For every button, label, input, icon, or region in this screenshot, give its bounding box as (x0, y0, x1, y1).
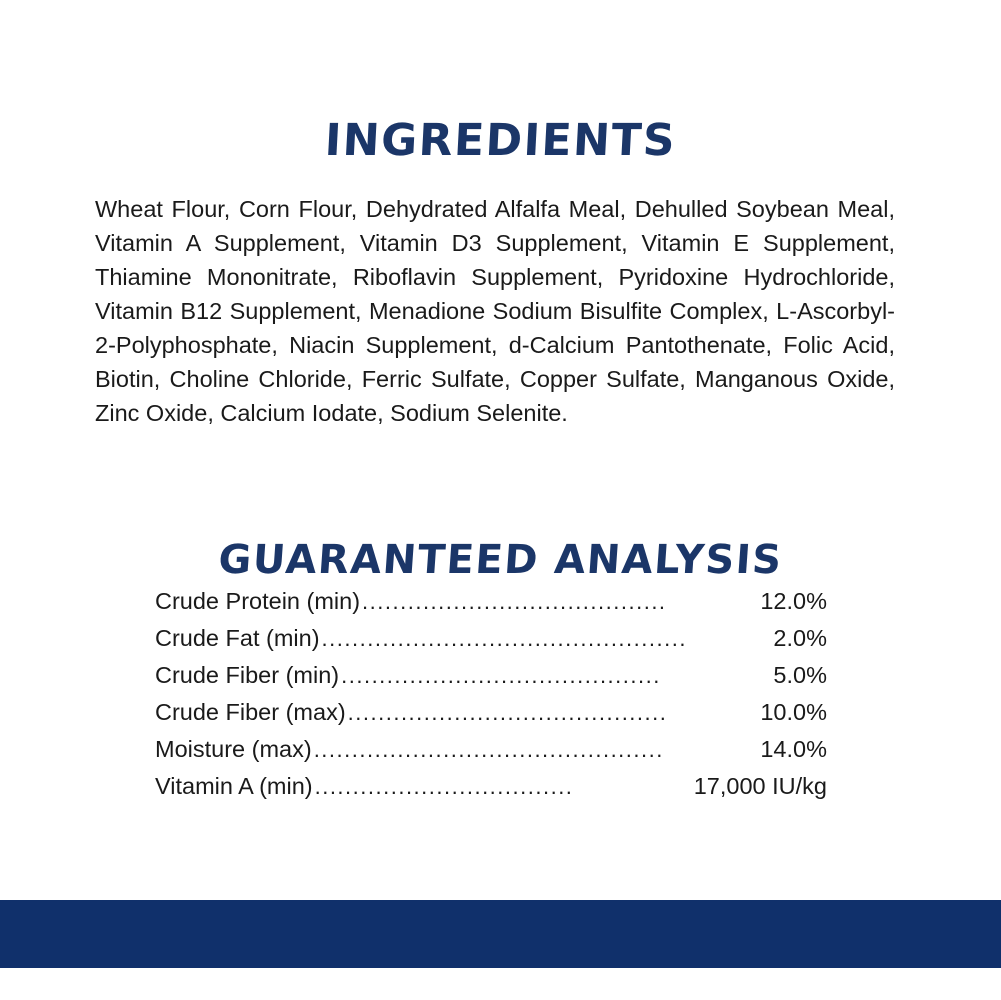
table-row (155, 620, 827, 657)
table-row (155, 657, 827, 694)
ingredients-heading: INGREDIENTS (323, 115, 678, 167)
analysis-label: Moisture (max) (155, 736, 312, 762)
analysis-value: 17,000 IU/kg (693, 773, 827, 799)
analysis-leader-dots: .............................................. (313, 737, 664, 762)
analysis-leader-dots: ................................................ (321, 626, 687, 651)
table-row (155, 583, 827, 620)
analysis-value: 5.0% (773, 662, 827, 688)
table-row (155, 694, 827, 731)
footer-bar (0, 900, 1001, 968)
analysis-leader-dots: .................................. (314, 774, 574, 799)
ingredients-text: Wheat Flour, Corn Flour, Dehydrated Alfalfa Meal, Dehulled Soybean Meal, Vitamin A Supplement, Vitamin D3 Supplement, Vitamin E Supplement, Thiamine Mononitrate, Riboflavin Supplement, Pyridoxine Hydrochloride, Vitamin B12 Supplement, Menadione Sodium Bisulfite Complex, L-Ascorbyl-2-Polyphosphate, Niacin Supplement, d-Calcium Pantothenate, Folic Acid, Biotin, Choline Chloride, Ferric Sulfate, Copper Sulfate, Manganous Oxide, Zinc Oxide, Calcium Iodate, Sodium Selenite. (95, 195, 895, 426)
analysis-label: Vitamin A (min) (155, 773, 313, 799)
analysis-leader-dots: .......................................... (347, 700, 668, 725)
analysis-label: Crude Fat (min) (155, 625, 320, 651)
analysis-label: Crude Fiber (min) (155, 662, 340, 688)
guaranteed-analysis-table (155, 583, 827, 805)
analysis-label: Crude Fiber (max) (155, 699, 346, 725)
guaranteed-analysis-heading: GUARANTEED ANALYSIS (216, 537, 785, 584)
analysis-leader-dots: ........................................ (362, 589, 667, 614)
analysis-value: 10.0% (760, 699, 827, 725)
analysis-value: 2.0% (773, 625, 827, 651)
analysis-value: 14.0% (760, 736, 827, 762)
analysis-leader-dots: .......................................... (341, 663, 661, 688)
table-row (155, 731, 827, 768)
analysis-label: Crude Protein (min) (155, 588, 361, 614)
analysis-value: 12.0% (760, 588, 827, 614)
table-row (155, 768, 827, 805)
